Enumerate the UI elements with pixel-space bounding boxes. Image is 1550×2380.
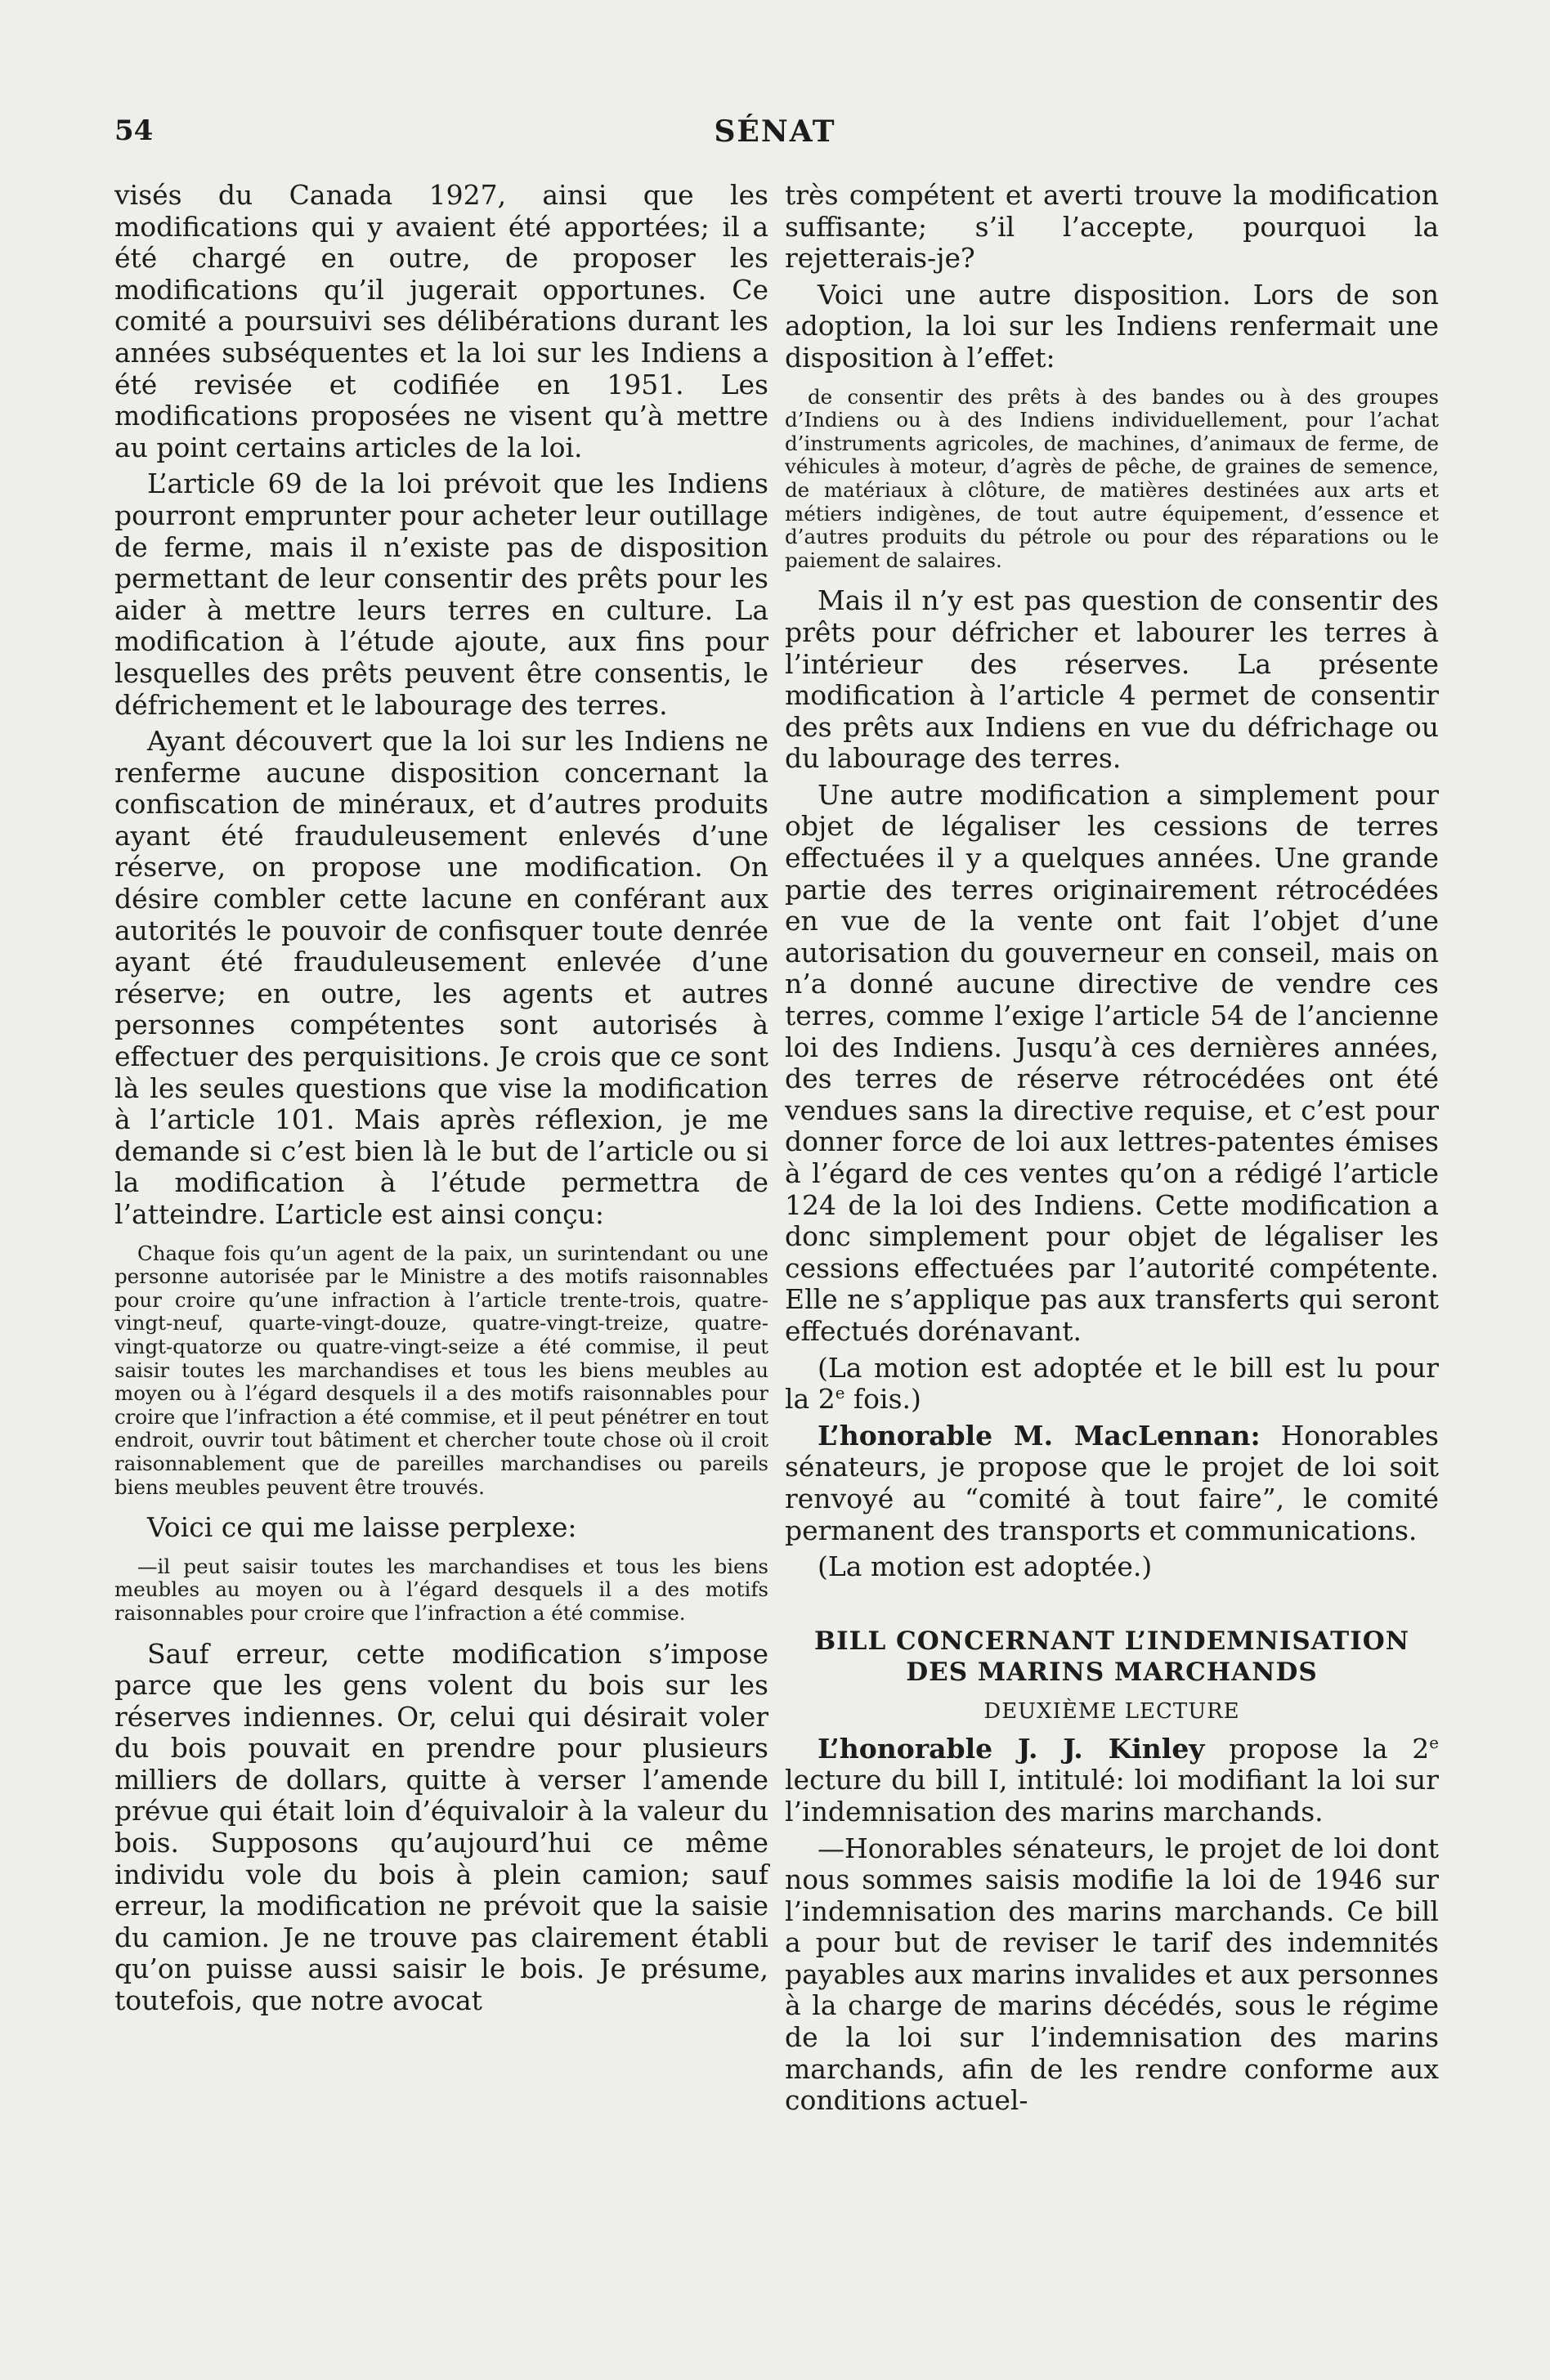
- block-quote: Chaque fois qu’un agent de la paix, un surintendant ou une personne autorisée par le Ministre a des motifs raisonnables pour croire qu’une infraction à l’article trente-trois, quatre-vingt-neuf, quarte-vingt-douze, quatre-vingt-treize, quatre-vingt-quatorze ou quatre-vingt-seize a été commise, il peut saisir toutes les marchandises et tous les biens meubles au moyen ou à l’égard desquels il a des motifs raisonnables pour croire que l’infraction a été commise, et il peut pénétrer en tout endroit, ouvrir tout bâtiment et chercher toute chose où il croit raisonnablement que de pareilles marchandises ou pareils biens meubles peuvent être trouvés.: [114, 1241, 768, 1499]
- left-column: [114, 180, 768, 2017]
- section-title-line: DES MARINS MARCHANDS: [906, 1657, 1318, 1687]
- paragraph: très compétent et averti trouve la modification suffisante; s’il l’accepte, pourquoi la rejetterais-je?: [785, 179, 1439, 275]
- paragraph: visés du Canada 1927, ainsi que les modifications qui y avaient été apportées; il a été chargé en outre, de proposer les modifications qu’il jugerait opportunes. Ce comité a poursuivi ses délibérations durant les années subséquentes et la loi sur les Indiens a été revisée et codifiée en 1951. Les modifications proposées ne visent qu’à mettre au point certains articles de la loi.: [114, 179, 768, 463]
- section-title-line: BILL CONCERNANT L’INDEMNISATION: [813, 1626, 1410, 1656]
- paragraph: Sauf erreur, cette modification s’impose parce que les gens volent du bois sur les réserves indiennes. Or, celui qui désirait voler du bois pouvait en prendre pour plusieurs milliers de dollars, quitte à verser l’amende prévue qui était loin d’équivaloir à la valeur du bois. Supposons qu’aujourd’hui ce même individu vole du bois à plein camion; sauf erreur, la modification ne prévoit que la saisie du camion. Je ne trouve pas clairement établi qu’on puisse aussi saisir le bois. Je présume, toutefois, que notre avocat: [114, 1637, 768, 2017]
- speaker-paragraph: [785, 1734, 1439, 1828]
- section-subtitle: DEUXIÈME LECTURE: [983, 1698, 1240, 1724]
- page-header: [0, 114, 1550, 163]
- motion-paragraph: [785, 1353, 1439, 1416]
- paragraph: Une autre modification a simplement pour objet de légaliser les cessions de terres effectuées il y a quelques années. Une grande partie des terres originairement rétrocédées en vue de la vente ont fait l’objet d’une autorisation du gouverneur en conseil, mais on n’a donné aucune directive de vendre ces terres, comme l’exige l’article 54 de l’ancienne loi des Indiens. Jusqu’à ces dernières années, des terres de réserve rétrocédées ont été vendues sans la directive requise, et c’est pour donner force de loi aux lettres-patentes émises à l’égard de ces ventes qu’on a rédigé l’article 124 de la loi des Indiens. Cette modification a donc simplement pour objet de légaliser les cessions effectuées par l’autorité compétente. Elle ne s’applique pas aux transferts qui seront effectués dorénavant.: [785, 778, 1439, 1347]
- paragraph: Mais il n’y est pas question de consentir des prêts pour défricher et labourer les terres à l’intérieur des réserves. La présente modification à l’article 4 permet de consentir des prêts aux Indiens en vue du défrichage ou du labourage des terres.: [785, 584, 1439, 775]
- speaker-name: L’honorable J. J. Kinley: [818, 1732, 1205, 1765]
- speech-text: propose la 2: [1204, 1732, 1430, 1765]
- page-number: 54: [114, 114, 154, 147]
- motion-text: (La motion est adoptée et le bill est lu pour la 2: [785, 1351, 1439, 1416]
- block-quote: de consentir des prêts à des bandes ou à des groupes d’Indiens ou à des Indiens individuellement, pour l’achat d’instruments agricoles, de machines, d’animaux de ferme, de véhicules à moteur, d’agrès de pêche, de graines de semence, de matériaux à clôture, de matières destinées aux arts et métiers indigènes, de tout autre équipement, d’essence et d’autres produits du pétrole ou pour des réparations ou le paiement de salaires.: [785, 384, 1439, 572]
- motion-text-end: fois.): [844, 1383, 921, 1416]
- speaker-name: L’honorable M. MacLennan:: [818, 1419, 1261, 1452]
- paragraph: (La motion est adoptée.): [818, 1550, 1153, 1583]
- paragraph: Voici ce qui me laisse perplexe:: [147, 1511, 577, 1544]
- ordinal-superscript: e: [835, 1384, 845, 1403]
- right-column: [785, 180, 1439, 2117]
- block-quote: —il peut saisir toutes les marchandises et tous les biens meubles au moyen ou à l’égard desquels il a des motifs raisonnables pour croire que l’infraction a été commise.: [114, 1554, 768, 1625]
- speech-text: lecture du bill I, intitulé: loi modifiant la loi sur l’indemnisation des marins marchands.: [785, 1764, 1439, 1828]
- paragraph: L’article 69 de la loi prévoit que les Indiens pourront emprunter pour acheter leur outillage de ferme, mais il n’existe pas de disposition permettant de leur consentir des prêts pour les aider à mettre leurs terres en culture. La modification à l’étude ajoute, aux fins pour lesquelles des prêts peuvent être consentis, le défrichement et le labourage des terres.: [114, 468, 768, 721]
- section-title: [785, 1626, 1439, 1688]
- running-head: SÉNAT: [714, 114, 836, 149]
- paragraph: Voici une autre disposition. Lors de son adoption, la loi sur les Indiens renfermait une disposition à l’effet:: [785, 278, 1439, 374]
- speaker-paragraph: [785, 1420, 1439, 1546]
- ordinal-superscript: e: [1429, 1733, 1439, 1752]
- paragraph: —Honorables sénateurs, le projet de loi dont nous sommes saisis modifie la loi de 1946 sur l’indemnisation des marins marchands. Ce bill a pour but de reviser le tarif des indemnités payables aux marins invalides et aux personnes à la charge de marins décédés, sous le régime de la loi sur l’indemnisation des marins marchands, afin de les rendre conforme aux conditions actuel-: [785, 1832, 1439, 2117]
- paragraph: Ayant découvert que la loi sur les Indiens ne renferme aucune disposition concernant la confiscation de minéraux, et d’autres produits ayant été frauduleusement enlevés d’une réserve, on propose une modification. On désire combler cette lacune en conférant aux autorités le pouvoir de confisquer toute denrée ayant été frauduleusement enlevée d’une réserve; en outre, les agents et autres personnes compétentes sont autorisés à effectuer des perquisitions. Je crois que ce sont là les seules questions que vise la modification à l’article 101. Mais après réflexion, je me demande si c’est bien là le but de l’article ou si la modification à l’étude permettra de l’atteindre. L’article est ainsi conçu:: [114, 725, 768, 1230]
- speech-text: Honorables sénateurs, je propose que le projet de loi soit renvoyé au “comité à tout faire”, le comité permanent des transports et communications.: [785, 1419, 1439, 1546]
